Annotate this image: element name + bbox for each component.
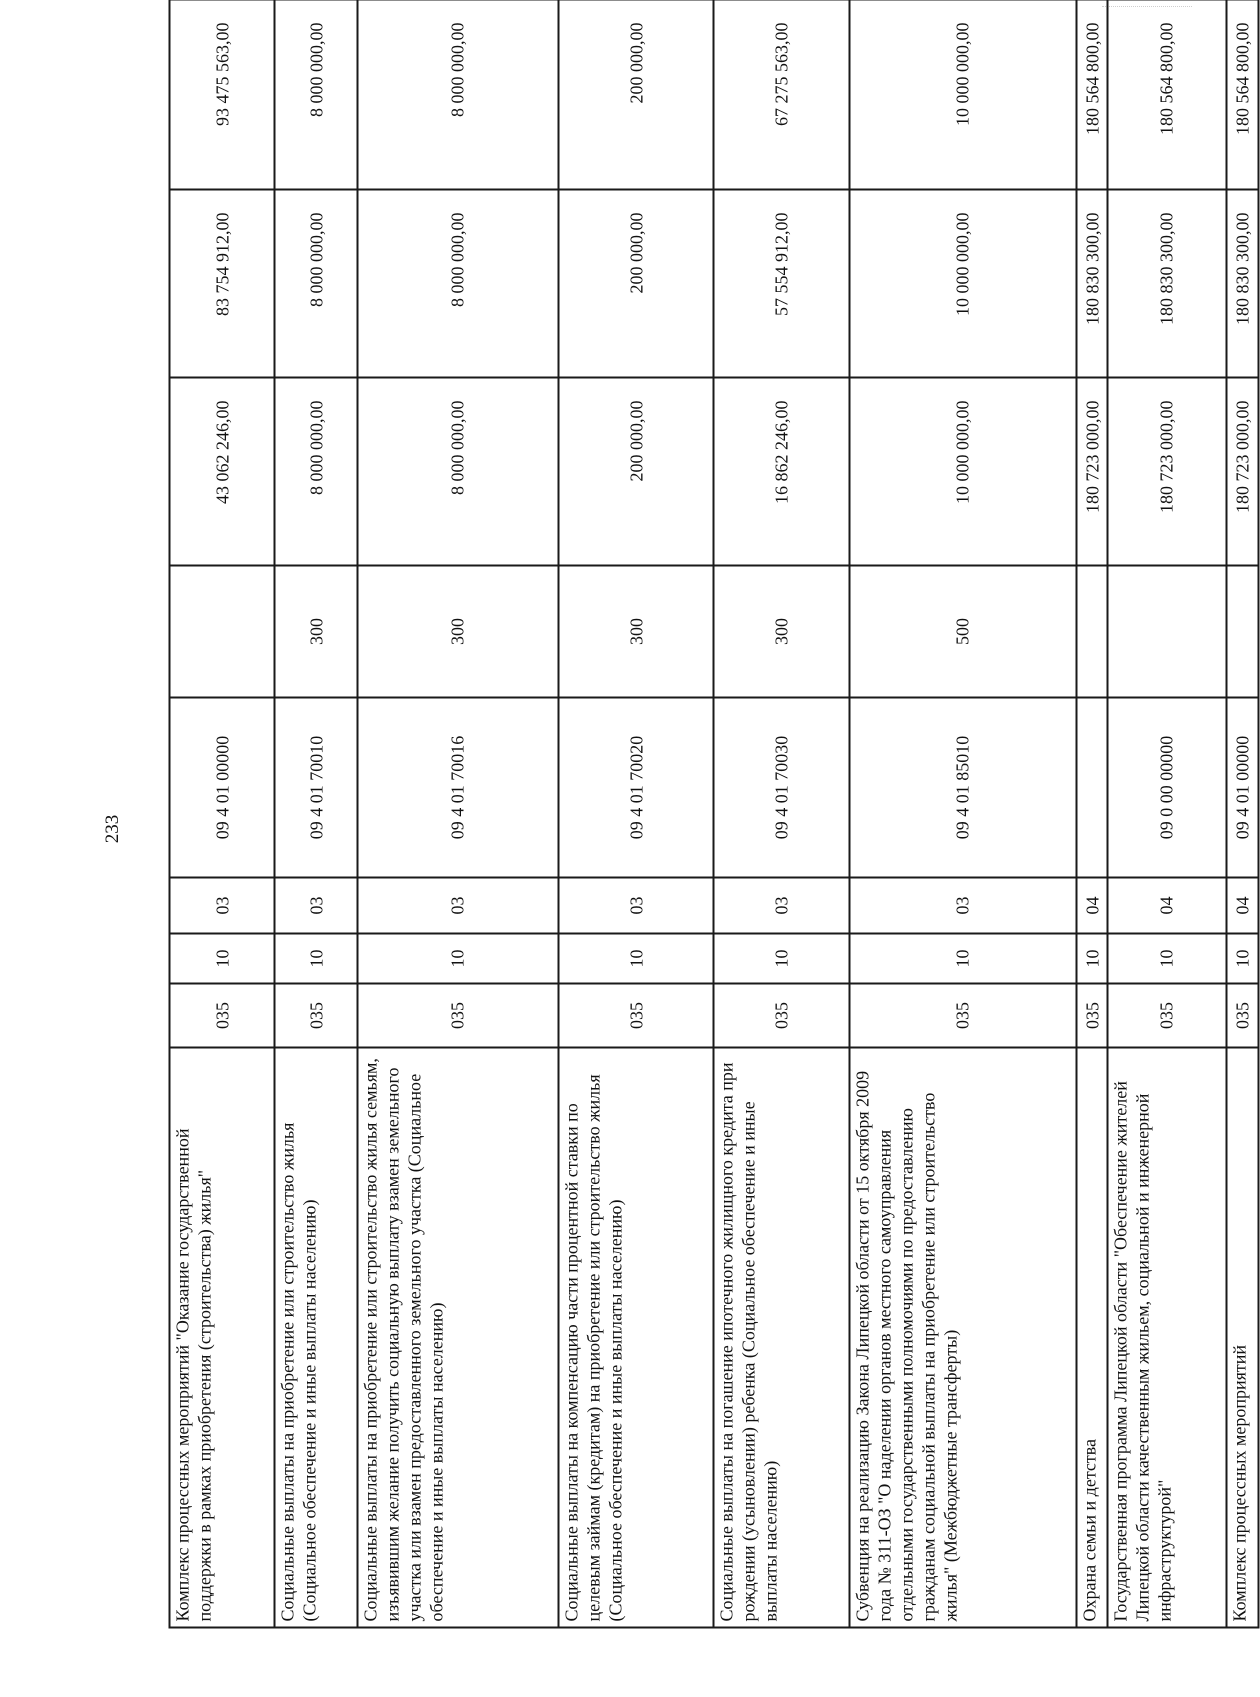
target-article-code: 09 4 01 85010 — [849, 698, 1076, 878]
target-article-code: 09 4 01 70020 — [558, 698, 714, 878]
amount-year-1: 180 723 000,00 — [1226, 378, 1258, 566]
amount-year-3: 10 000 000,00 — [849, 0, 1076, 190]
section-code: 10 — [170, 934, 275, 984]
section-code: 10 — [849, 934, 1076, 984]
row-name: Социальные выплаты на приобретение или строительство жилья семьям, изъявившим желание получить социальную выплату взамен земельного участка или взамен предоставленного земельного участка (Социальное обеспечение и иные выплаты населению) — [357, 1048, 558, 1628]
grbs-code: 035 — [1108, 984, 1226, 1048]
amount-year-3: 8 000 000,00 — [275, 0, 358, 190]
section-code: 10 — [714, 934, 849, 984]
amount-year-2: 200 000,00 — [558, 190, 714, 378]
subsection-code: 03 — [275, 878, 358, 934]
expense-type-code — [170, 566, 275, 698]
amount-year-1: 8 000 000,00 — [357, 378, 558, 566]
grbs-code: 035 — [170, 984, 275, 1048]
amount-year-2: 180 830 300,00 — [1108, 190, 1226, 378]
grbs-code: 035 — [849, 984, 1076, 1048]
amount-year-1: 200 000,00 — [558, 378, 714, 566]
grbs-code: 035 — [1077, 984, 1108, 1048]
row-name: Социальные выплаты на погашение ипотечного жилищного кредита при рождении (усыновлении) ребенка (Социальное обеспечение и иные выплаты населению) — [714, 1048, 849, 1628]
amount-year-2: 8 000 000,00 — [357, 190, 558, 378]
table-row — [1108, 0, 1226, 1628]
budget-table — [169, 0, 1260, 1629]
grbs-code: 035 — [714, 984, 849, 1048]
expense-type-code: 300 — [275, 566, 358, 698]
expense-type-code — [1108, 566, 1226, 698]
row-name: Социальные выплаты на компенсацию части процентной ставки по целевым займам (кредитам) на приобретение или строительство жилья (Социальное обеспечение и иные выплаты населению) — [558, 1048, 714, 1628]
table-row — [1077, 0, 1108, 1628]
amount-year-1: 16 862 246,00 — [714, 378, 849, 566]
amount-year-3: 200 000,00 — [558, 0, 714, 190]
expense-type-code — [1077, 566, 1108, 698]
table-row — [1226, 0, 1258, 1628]
amount-year-2: 8 000 000,00 — [275, 190, 358, 378]
section-code: 10 — [1077, 934, 1108, 984]
page-number: 233 — [102, 814, 123, 844]
amount-year-2: 180 830 300,00 — [1226, 190, 1258, 378]
section-code: 10 — [1226, 934, 1258, 984]
target-article-code: 09 4 01 00000 — [170, 698, 275, 878]
amount-year-2: 10 000 000,00 — [849, 190, 1076, 378]
section-code: 10 — [1108, 934, 1226, 984]
expense-type-code: 300 — [357, 566, 558, 698]
amount-year-3: 180 564 800,00 — [1108, 0, 1226, 190]
table-row — [275, 0, 358, 1628]
target-article-code: 09 4 01 70016 — [357, 698, 558, 878]
amount-year-2: 57 554 912,00 — [714, 190, 849, 378]
table-row — [357, 0, 558, 1628]
row-name: Охрана семьи и детства — [1077, 1048, 1108, 1628]
target-article-code: 09 0 00 00000 — [1108, 698, 1226, 878]
row-name: Социальные выплаты на приобретение или строительство жилья (Социальное обеспечение и иные выплаты населению) — [275, 1048, 358, 1628]
target-article-code: 09 4 01 00000 — [1226, 698, 1258, 878]
row-name: Субвенция на реализацию Закона Липецкой области от 15 октября 2009 года № 311-ОЗ "О наделении органов местного самоуправления отдельными государственными полномочиями по предоставлению гражданам социальной выплаты на приобретение или строительство жилья" (Межбюджетные трансферты) — [849, 1048, 1076, 1628]
row-name: Комплекс процессных мероприятий — [1226, 1048, 1258, 1628]
amount-year-3: 8 000 000,00 — [357, 0, 558, 190]
expense-type-code: 300 — [558, 566, 714, 698]
grbs-code: 035 — [357, 984, 558, 1048]
amount-year-3: 180 564 800,00 — [1226, 0, 1258, 190]
amount-year-1: 180 723 000,00 — [1077, 378, 1108, 566]
table-row — [170, 0, 275, 1628]
amount-year-3: 67 275 563,00 — [714, 0, 849, 190]
table-row — [714, 0, 849, 1628]
amount-year-3: 93 475 563,00 — [170, 0, 275, 190]
expense-type-code — [1226, 566, 1258, 698]
expense-type-code: 300 — [714, 566, 849, 698]
table-row — [849, 0, 1076, 1628]
grbs-code: 035 — [1226, 984, 1258, 1048]
section-code: 10 — [357, 934, 558, 984]
amount-year-1: 10 000 000,00 — [849, 378, 1076, 566]
subsection-code: 03 — [170, 878, 275, 934]
amount-year-3: 180 564 800,00 — [1077, 0, 1108, 190]
target-article-code: 09 4 01 70030 — [714, 698, 849, 878]
subsection-code: 03 — [558, 878, 714, 934]
grbs-code: 035 — [558, 984, 714, 1048]
expense-type-code: 500 — [849, 566, 1076, 698]
amount-year-1: 43 062 246,00 — [170, 378, 275, 566]
subsection-code: 03 — [714, 878, 849, 934]
amount-year-2: 83 754 912,00 — [170, 190, 275, 378]
target-article-code: 09 4 01 70010 — [275, 698, 358, 878]
target-article-code — [1077, 698, 1108, 878]
subsection-code: 03 — [849, 878, 1076, 934]
grbs-code: 035 — [275, 984, 358, 1048]
amount-year-2: 180 830 300,00 — [1077, 190, 1108, 378]
subsection-code: 04 — [1077, 878, 1108, 934]
section-code: 10 — [275, 934, 358, 984]
amount-year-1: 180 723 000,00 — [1108, 378, 1226, 566]
row-name: Комплекс процессных мероприятий "Оказание государственной поддержки в рамках приобретения (строительства) жилья" — [170, 1048, 275, 1628]
subsection-code: 04 — [1226, 878, 1258, 934]
row-name: Государственная программа Липецкой области "Обеспечение жителей Липецкой области качественным жильем, социальной и инженерной инфраструктурой" — [1108, 1048, 1226, 1628]
subsection-code: 04 — [1108, 878, 1226, 934]
table-row — [558, 0, 714, 1628]
section-code: 10 — [558, 934, 714, 984]
amount-year-1: 8 000 000,00 — [275, 378, 358, 566]
subsection-code: 03 — [357, 878, 558, 934]
rotated-table-container — [169, 1, 1260, 1629]
